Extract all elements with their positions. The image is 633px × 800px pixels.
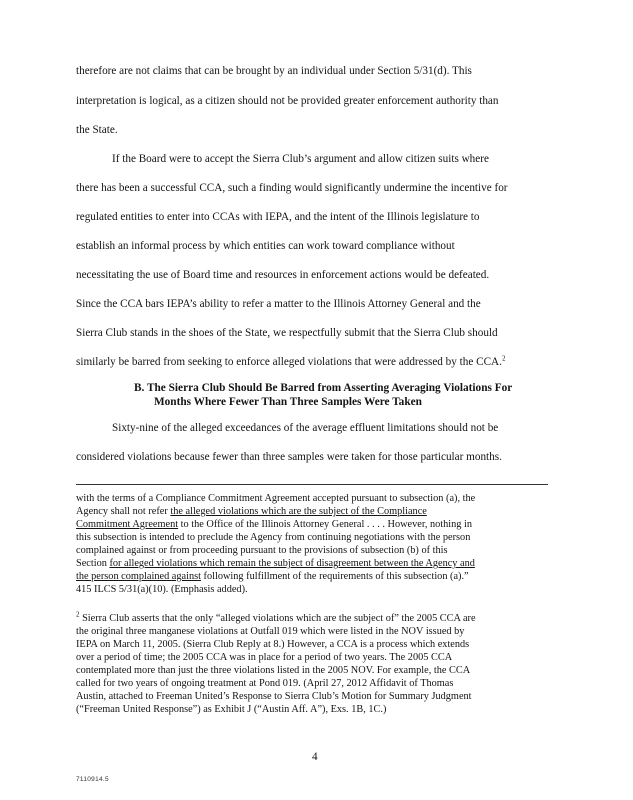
footnote-ref-2: 2	[501, 354, 506, 363]
footnote-2-line-3: IEPA on March 11, 2005. (Sierra Club Reply at 8.) However, a CCA is a process which extends	[76, 639, 470, 650]
footnote-cont-line-3b: to the Office of the Illinois Attorney General . . . . However, nothing in	[178, 519, 473, 530]
footnote-2-line-7: Austin, attached to Freeman United’s Response to Sierra Club’s Motion for Summary Judgment	[76, 691, 472, 702]
footnote-cont-line-3	[76, 518, 556, 531]
body-line-10: Sierra Club stands in the shoes of the State, we respectfully submit that the Sierra Club should	[76, 327, 498, 339]
body-line-11	[76, 355, 546, 369]
footnote-cont-line-1: with the terms of a Compliance Commitment Agreement accepted pursuant to subsection (a), the	[76, 493, 476, 504]
body-line-12: Sixty-nine of the alleged exceedances of the average effluent limitations should not be	[112, 422, 499, 434]
footnote-cont-line-7	[76, 570, 556, 583]
body-line-1: therefore are not claims that can be brought by an individual under Section 5/31(d). This	[76, 65, 472, 77]
footnote-cont-line-5: complained against or from proceeding pursuant to the provisions of subsection (b) of this	[76, 545, 448, 556]
footnote-2-line-8: (“Freeman United Response”) as Exhibit J (“Austin Aff. A”), Exs. 1B, 1C.)	[76, 704, 387, 715]
body-line-2: interpretation is logical, as a citizen should not be provided greater enforcement authority than	[76, 95, 499, 107]
body-line-4: If the Board were to accept the Sierra Club’s argument and allow citizen suits where	[112, 153, 489, 165]
footnote-2-line-5: contemplated more than just the three violations listed in the 2005 NOV. For example, the CCA	[76, 665, 471, 676]
body-line-3: the State.	[76, 124, 118, 136]
footnote-cont-line-7b: following fulfillment of the requirements of this subsection (a).”	[200, 571, 469, 582]
body-line-6: regulated entities to enter into CCAs with IEPA, and the intent of the Illinois legislature to	[76, 211, 480, 223]
footnote-cont-line-7-underlined: the person complained against	[76, 571, 201, 582]
body-line-11-text: similarly be barred from seeking to enforce alleged violations that were addressed by the CCA.	[76, 356, 502, 368]
footnote-cont-line-8: 415 ILCS 5/31(a)(10). (Emphasis added).	[76, 584, 248, 595]
footnote-separator	[76, 484, 548, 485]
section-heading-line-1: B. The Sierra Club Should Be Barred from Asserting Averaging Violations For	[134, 382, 513, 394]
footnote-cont-line-6-underlined: for alleged violations which remain the subject of disagreement between the Agency and	[109, 558, 475, 569]
footnote-cont-line-6	[76, 557, 556, 570]
body-line-9: Since the CCA bars IEPA’s ability to refer a matter to the Illinois Attorney General and the	[76, 298, 481, 310]
footnote-cont-line-2	[76, 505, 556, 518]
document-id: 7110914.5	[76, 776, 109, 783]
footnote-2-line-1	[76, 612, 556, 625]
body-line-8: necessitating the use of Board time and resources in enforcement actions would be defeated.	[76, 269, 490, 281]
footnote-cont-line-4: this subsection is intended to preclude the Agency from continuing negotiations with the person	[76, 532, 471, 543]
footnote-2-marker: 2	[76, 610, 80, 619]
page-number: 4	[312, 751, 318, 763]
body-line-7: establish an informal process by which entities can work toward compliance without	[76, 240, 455, 252]
footnote-cont-line-2-underlined: the alleged violations which are the subject of the Compliance	[170, 506, 427, 517]
body-line-13: considered violations because fewer than three samples were taken for those particular months.	[76, 451, 502, 463]
footnote-2-line-2: the original three manganese violations at Outfall 019 which were listed in the NOV issued by	[76, 626, 465, 637]
footnote-2-line-1-text: Sierra Club asserts that the only “alleged violations which are the subject of” the 2005 CCA are	[79, 613, 476, 624]
footnote-cont-line-3-underlined: Commitment Agreement	[76, 519, 179, 530]
footnote-2-line-4: over a period of time; the 2005 CCA was in place for a period of two years. The 2005 CCA	[76, 652, 453, 663]
body-line-5: there has been a successful CCA, such a finding would significantly undermine the incentive for	[76, 182, 508, 194]
footnote-2-line-6: called for two years of ongoing treatment at Pond 019. (April 27, 2012 Affidavit of Thomas	[76, 678, 454, 689]
footnote-cont-line-6a: Section	[76, 558, 110, 569]
footnote-cont-line-2a: Agency shall not refer	[76, 506, 171, 517]
section-heading-line-2: Months Where Fewer Than Three Samples Were Taken	[154, 396, 422, 408]
